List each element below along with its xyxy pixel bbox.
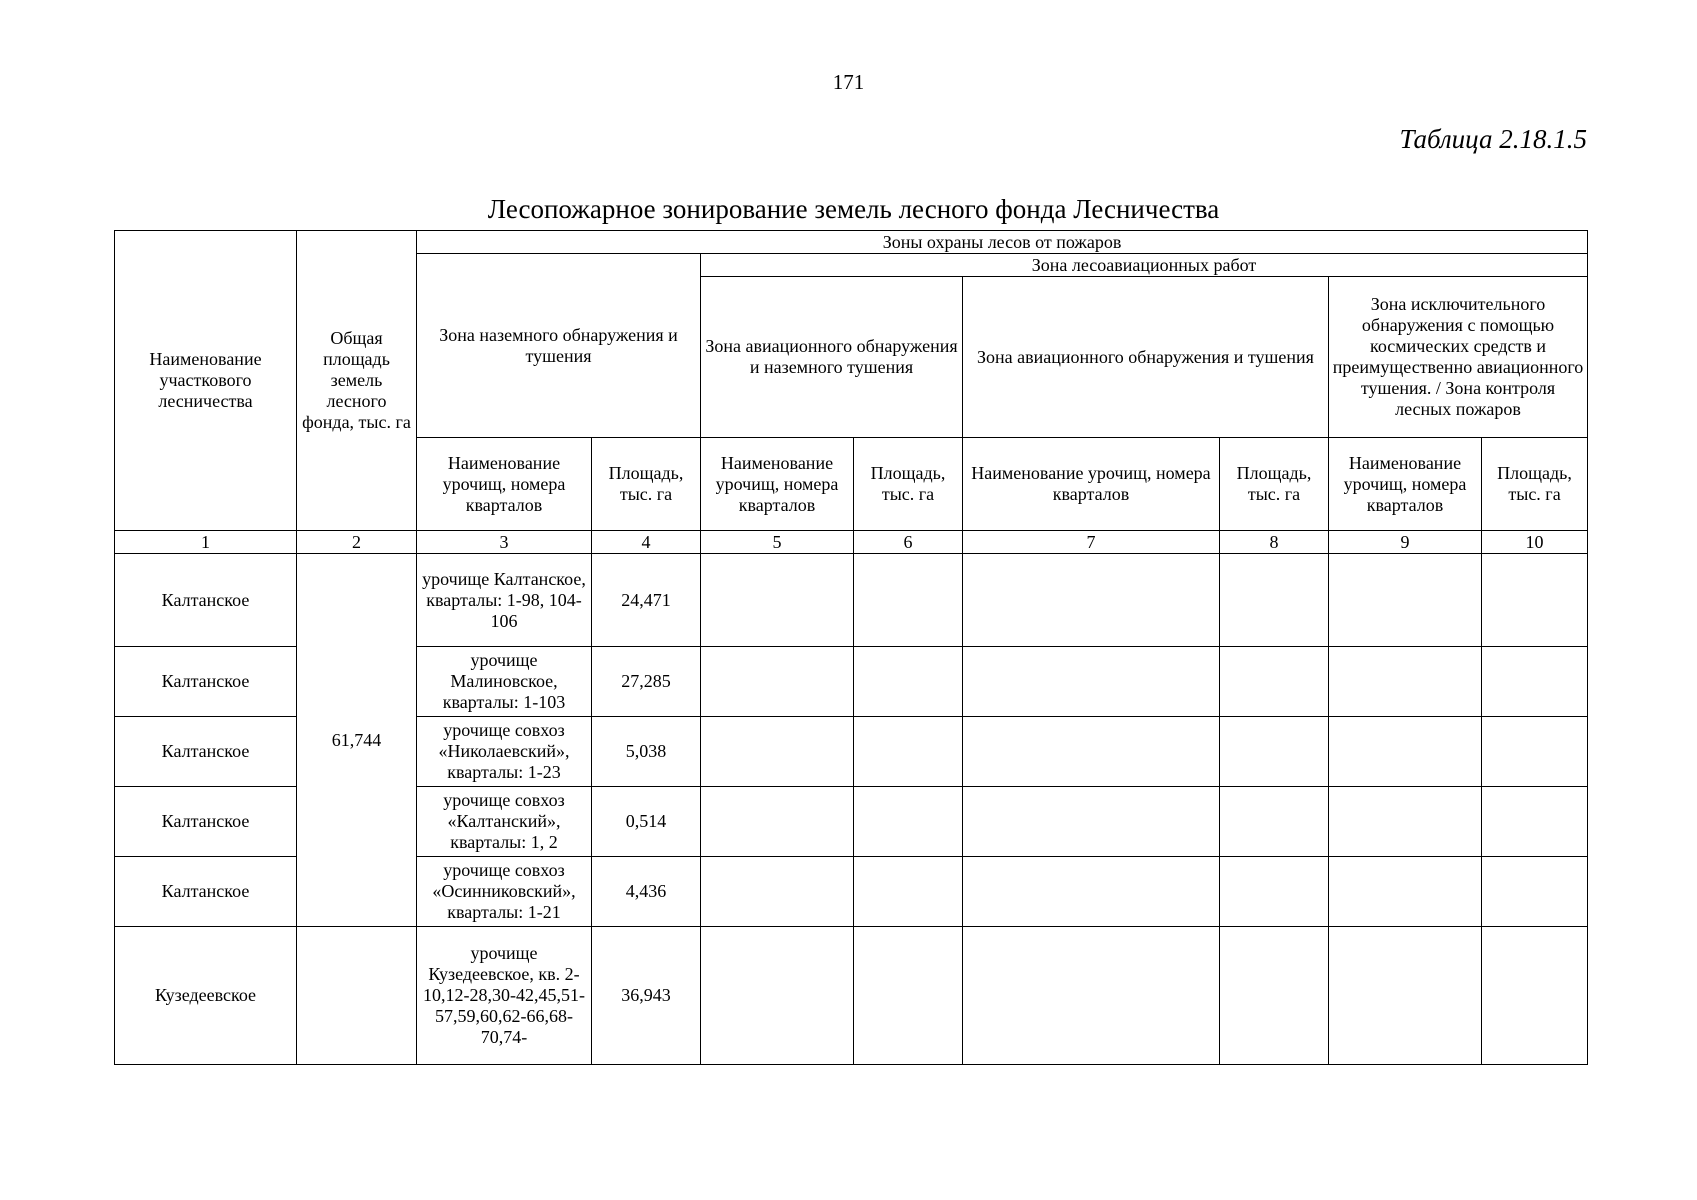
tract-area: 36,943 [592,927,701,1065]
header-sub-names-7: Наименование урочищ, номера кварталов [963,438,1220,531]
tract-description: урочище Калтанское, кварталы: 1-98, 104-106 [417,554,592,647]
header-total-area: Общая площадь земель лесного фонда, тыс. га [297,231,417,531]
header-forestry-name: Наименование участкового лесничества [115,231,297,531]
table-label: Таблица 2.18.1.5 [1399,124,1587,154]
header-sub-names-9: Наименование урочищ, номера кварталов [1329,438,1482,531]
group-total-area: 61,744 [297,554,417,927]
page-number: 171 [832,70,865,94]
header-sub-area-8: Площадь, тыс. га [1220,438,1329,531]
table-row [115,927,1588,1065]
tract-area: 24,471 [592,554,701,647]
header-sub-area-10: Площадь, тыс. га [1482,438,1588,531]
column-numbers-row [115,531,1588,554]
tract-area: 5,038 [592,717,701,787]
tract-description: урочище Кузедеевское, кв. 2-10,12-28,30-42,45,51-57,59,60,62-66,68-70,74- [417,927,592,1065]
table-row [115,554,1588,647]
header-zone-aviation-detection-fire: Зона авиационного обнаружения и тушения [963,277,1329,438]
column-number: 6 [854,531,963,554]
header-zone-aviation-works: Зона лесоавиационных работ [701,254,1588,277]
tract-area: 0,514 [592,787,701,857]
column-number: 3 [417,531,592,554]
column-number: 5 [701,531,854,554]
column-number: 9 [1329,531,1482,554]
forestry-name: Калтанское [115,857,297,927]
header-sub-names-5: Наименование урочищ, номера кварталов [701,438,854,531]
tract-area: 27,285 [592,647,701,717]
tract-description: урочище совхоз «Николаевский», кварталы: 1-23 [417,717,592,787]
column-number: 7 [963,531,1220,554]
forestry-name: Калтанское [115,717,297,787]
tract-area: 4,436 [592,857,701,927]
header-sub-area-4: Площадь, тыс. га [592,438,701,531]
header-zone-space-detection: Зона исключительного обнаружения с помощью космических средств и преимущественно авиационного тушения. / Зона контроля лесных пожаров [1329,277,1588,438]
tract-description: урочище Малиновское, кварталы: 1-103 [417,647,592,717]
header-sub-names-3: Наименование урочищ, номера кварталов [417,438,592,531]
forestry-name: Калтанское [115,647,297,717]
tract-description: урочище совхоз «Осинниковский», кварталы: 1-21 [417,857,592,927]
header-zones-protection: Зоны охраны лесов от пожаров [417,231,1588,254]
header-zone-ground: Зона наземного обнаружения и тушения [417,254,701,438]
forestry-name: Калтанское [115,787,297,857]
forestry-name: Калтанское [115,554,297,647]
forestry-name: Кузедеевское [115,927,297,1065]
column-number: 4 [592,531,701,554]
column-number: 1 [115,531,297,554]
column-number: 2 [297,531,417,554]
column-number: 10 [1482,531,1588,554]
header-sub-area-6: Площадь, тыс. га [854,438,963,531]
tract-description: урочище совхоз «Калтанский», кварталы: 1, 2 [417,787,592,857]
column-number: 8 [1220,531,1329,554]
forest-fire-zoning-table [114,230,1588,1065]
table-title: Лесопожарное зонирование земель лесного фонда Лесничества [487,194,1220,224]
header-zone-aviation-detection-ground: Зона авиационного обнаружения и наземного тушения [701,277,963,438]
